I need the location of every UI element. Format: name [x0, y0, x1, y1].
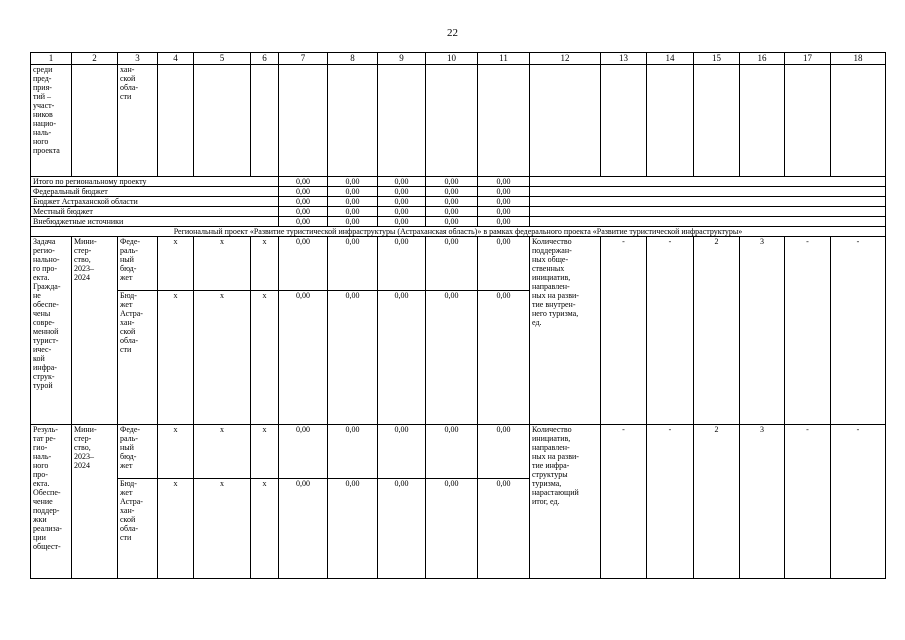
column-header: 8 — [328, 53, 378, 65]
column-header: 18 — [831, 53, 886, 65]
summary-value: 0,00 — [478, 187, 530, 197]
summary-value: 0,00 — [378, 197, 426, 207]
target-cell: - — [647, 237, 694, 425]
summary-value: 0,00 — [478, 177, 530, 187]
continuation-col1: среди пред- прия- тий – участ- ников нацио- наль- ного проекта — [31, 65, 72, 177]
mark-cell: x — [158, 425, 194, 479]
column-number-row — [31, 53, 886, 65]
indicator-name: Количество инициатив, направлен- ных на разви- тие инфра- структуры туризма, нарастающий итог, ед. — [530, 425, 601, 579]
target-cell: - — [831, 237, 886, 425]
value-cell: 0,00 — [378, 425, 426, 479]
funding-source: Бюд- жет Астра- хан- ской обла- сти — [118, 291, 158, 425]
summary-value: 0,00 — [378, 177, 426, 187]
column-header: 7 — [279, 53, 328, 65]
block-executor: Мини- стер- ство, 2023– 2024 — [72, 237, 118, 425]
column-header: 15 — [694, 53, 740, 65]
column-header: 9 — [378, 53, 426, 65]
summary-label: Федеральный бюджет — [31, 187, 279, 197]
column-header: 16 — [740, 53, 785, 65]
summary-value: 0,00 — [328, 187, 378, 197]
summary-value: 0,00 — [279, 177, 328, 187]
block-name: Задача регио- нально- го про- екта. Гражда- не обеспе- чены совре- менной турист- ичес- кой инфра- струк- турой — [31, 237, 72, 425]
summary-value: 0,00 — [279, 197, 328, 207]
funding-source: Бюд- жет Астра- хан- ской обла- сти — [118, 479, 158, 579]
column-header: 12 — [530, 53, 601, 65]
value-cell: 0,00 — [328, 479, 378, 579]
summary-value: 0,00 — [328, 207, 378, 217]
target-cell: 3 — [740, 237, 785, 425]
mark-cell: x — [251, 291, 279, 425]
value-cell: 0,00 — [426, 479, 478, 579]
column-header: 17 — [785, 53, 831, 65]
summary-label: Итого по региональному проекту — [31, 177, 279, 187]
summary-value: 0,00 — [426, 197, 478, 207]
mark-cell: x — [251, 237, 279, 291]
summary-value: 0,00 — [378, 217, 426, 227]
indicator-name: Количество поддержан- ных обще- ственных инициатив, направлен- ных на разви- тие внутрен- него туризма, ед. — [530, 237, 601, 425]
funding-source: Феде- раль- ный бюд- жет — [118, 425, 158, 479]
mark-cell: x — [194, 425, 251, 479]
summary-value: 0,00 — [478, 217, 530, 227]
mark-cell: x — [251, 479, 279, 579]
mark-cell: x — [194, 237, 251, 291]
summary-value: 0,00 — [328, 177, 378, 187]
summary-value: 0,00 — [328, 217, 378, 227]
target-cell: - — [785, 237, 831, 425]
target-cell: - — [785, 425, 831, 579]
target-cell: 3 — [740, 425, 785, 579]
mark-cell: x — [251, 425, 279, 479]
value-cell: 0,00 — [378, 479, 426, 579]
summary-label: Внебюджетные источники — [31, 217, 279, 227]
value-cell: 0,00 — [478, 291, 530, 425]
summary-row — [31, 217, 886, 227]
funding-source: Феде- раль- ный бюд- жет — [118, 237, 158, 291]
summary-value: 0,00 — [279, 217, 328, 227]
mark-cell: x — [194, 291, 251, 425]
mark-cell: x — [158, 291, 194, 425]
summary-value: 0,00 — [478, 207, 530, 217]
value-cell: 0,00 — [378, 291, 426, 425]
column-header: 11 — [478, 53, 530, 65]
target-cell: - — [601, 425, 647, 579]
summary-value: 0,00 — [426, 217, 478, 227]
summary-value: 0,00 — [426, 207, 478, 217]
value-cell: 0,00 — [328, 237, 378, 291]
summary-row — [31, 197, 886, 207]
summary-row — [31, 207, 886, 217]
column-header: 14 — [647, 53, 694, 65]
column-header: 2 — [72, 53, 118, 65]
value-cell: 0,00 — [378, 237, 426, 291]
target-cell: - — [601, 237, 647, 425]
column-header: 6 — [251, 53, 279, 65]
block-name: Резуль- тат ре- гио- наль- ного про- екта. Обеспе- чение поддер- жки реализа- ции общест- — [31, 425, 72, 579]
value-cell: 0,00 — [426, 425, 478, 479]
continuation-col3: хан- ской обла- сти — [118, 65, 158, 177]
column-header: 1 — [31, 53, 72, 65]
value-cell: 0,00 — [328, 291, 378, 425]
summary-value: 0,00 — [279, 207, 328, 217]
summary-value: 0,00 — [478, 197, 530, 207]
mark-cell: x — [194, 479, 251, 579]
page-number: 22 — [447, 27, 458, 39]
summary-row — [31, 187, 886, 197]
value-cell: 0,00 — [478, 479, 530, 579]
target-cell: 2 — [694, 237, 740, 425]
value-cell: 0,00 — [279, 479, 328, 579]
summary-value: 0,00 — [378, 187, 426, 197]
target-cell: 2 — [694, 425, 740, 579]
value-cell: 0,00 — [328, 425, 378, 479]
column-header: 3 — [118, 53, 158, 65]
budget-table — [30, 52, 886, 579]
continuation-row — [31, 65, 886, 177]
value-cell: 0,00 — [279, 291, 328, 425]
summary-value: 0,00 — [378, 207, 426, 217]
block-row-federal — [31, 425, 886, 479]
summary-value: 0,00 — [426, 187, 478, 197]
value-cell: 0,00 — [426, 291, 478, 425]
column-header: 10 — [426, 53, 478, 65]
summary-value: 0,00 — [328, 197, 378, 207]
section-title: Региональный проект «Развитие туристической инфраструктуры (Астраханская область)» в рамках федерального проекта «Развитие туристической инфраструктуры» — [31, 227, 886, 237]
block-executor: Мини- стер- ство, 2023– 2024 — [72, 425, 118, 579]
mark-cell: x — [158, 479, 194, 579]
block-row-federal — [31, 237, 886, 291]
summary-label: Местный бюджет — [31, 207, 279, 217]
summary-label: Бюджет Астраханской области — [31, 197, 279, 207]
target-cell: - — [647, 425, 694, 579]
target-cell: - — [831, 425, 886, 579]
column-header: 4 — [158, 53, 194, 65]
summary-value: 0,00 — [426, 177, 478, 187]
value-cell: 0,00 — [279, 425, 328, 479]
mark-cell: x — [158, 237, 194, 291]
column-header: 13 — [601, 53, 647, 65]
value-cell: 0,00 — [478, 425, 530, 479]
summary-value: 0,00 — [279, 187, 328, 197]
value-cell: 0,00 — [478, 237, 530, 291]
column-header: 5 — [194, 53, 251, 65]
value-cell: 0,00 — [279, 237, 328, 291]
value-cell: 0,00 — [426, 237, 478, 291]
summary-row — [31, 177, 886, 187]
section-title-row — [31, 227, 886, 237]
